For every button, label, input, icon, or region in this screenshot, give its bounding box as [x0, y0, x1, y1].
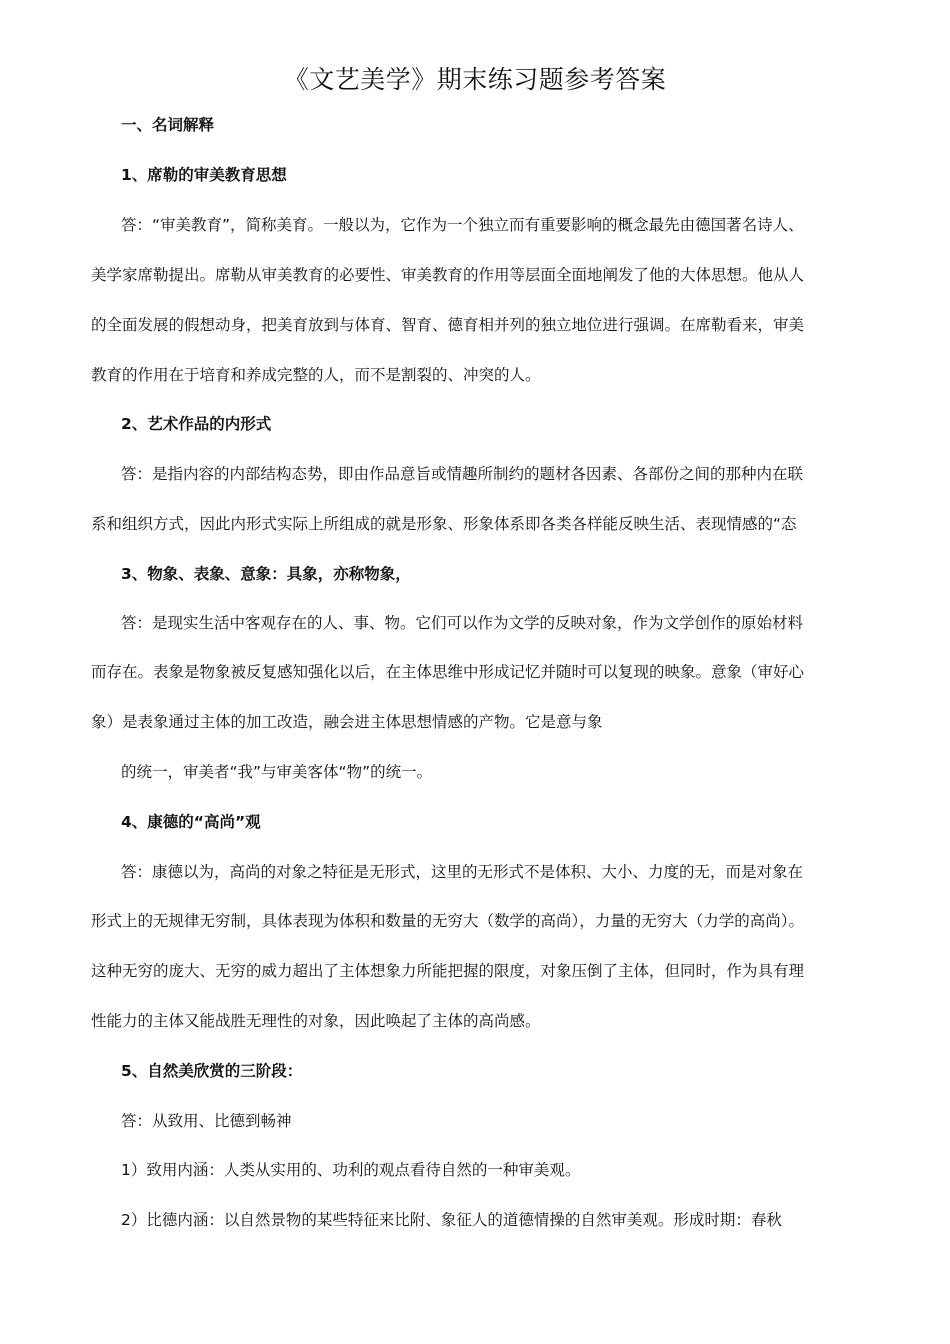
answer-line: 性能力的主体又能战胜无理性的对象，因此唤起了主体的高尚感。: [91, 1012, 541, 1030]
answer-line: 答：“审美教育”，简称美育。一般以为，它作为一个独立而有重要影响的概念最先由德国著名诗人、: [121, 216, 804, 234]
answer-line: 的统一，审美者“我”与审美客体“物”的统一。: [121, 763, 433, 781]
answer-line: 答：是指内容的内部结构态势，即由作品意旨或情趣所制约的题材各因素、各部份之间的那种内在联: [121, 465, 804, 483]
answer-line: 而存在。表象是物象被反复感知强化以后，在主体思维中形成记忆并随时可以复现的映象。意象（审好心: [91, 663, 805, 681]
answer-line: 美学家席勒提出。席勒从审美教育的必要性、审美教育的作用等层面全面地阐发了他的大体思想。他从人: [91, 266, 805, 284]
question-heading-1: 1、席勒的审美教育思想: [121, 166, 287, 184]
page-title: 《文艺美学》期末练习题参考答案: [283, 65, 667, 94]
question-heading-4: 4、康德的“高尚”观: [121, 813, 261, 831]
answer-line: 的全面发展的假想动身，把美育放到与体育、智育、德育相并列的独立地位进行强调。在席勒看来，审美: [91, 316, 805, 334]
answer-line: 形式上的无规律无穷制，具体表现为体积和数量的无穷大（数学的高尚），力量的无穷大（力学的高尚）。: [91, 912, 805, 930]
answer-line: 答：从致用、比德到畅神: [121, 1112, 292, 1130]
answer-line: 象）是表象通过主体的加工改造，融会进主体思想情感的产物。它是意与象: [91, 713, 603, 731]
answer-line: 答：是现实生活中客观存在的人、事、物。它们可以作为文学的反映对象，作为文学创作的原始材料: [121, 614, 804, 632]
answer-line: 教育的作用在于培育和养成完整的人，而不是割裂的、冲突的人。: [91, 366, 541, 384]
answer-line: 这种无穷的庞大、无穷的威力超出了主体想象力所能把握的限度，对象压倒了主体，但同时，作为具有理: [91, 962, 805, 980]
answer-line: 1）致用内涵：人类从实用的、功利的观点看待自然的一种审美观。: [121, 1161, 581, 1179]
answer-line: 答：康德以为，高尚的对象之特征是无形式，这里的无形式不是体积、大小、力度的无，而是对象在: [121, 863, 804, 881]
question-heading-3: 3、物象、表象、意象：具象，亦称物象，: [121, 565, 411, 583]
question-heading-5: 5、自然美欣赏的三阶段：: [121, 1062, 303, 1080]
question-heading-2: 2、艺术作品的内形式: [121, 415, 272, 433]
answer-line: 2）比德内涵：以自然景物的某些特征来比附、象征人的道德情操的自然审美观。形成时期：春秋: [121, 1211, 782, 1229]
answer-line: 系和组织方式，因此内形式实际上所组成的就是形象、形象体系即各类各样能反映生活、表现情感的“态: [91, 515, 797, 533]
section-heading: 一、名词解释: [121, 116, 215, 134]
